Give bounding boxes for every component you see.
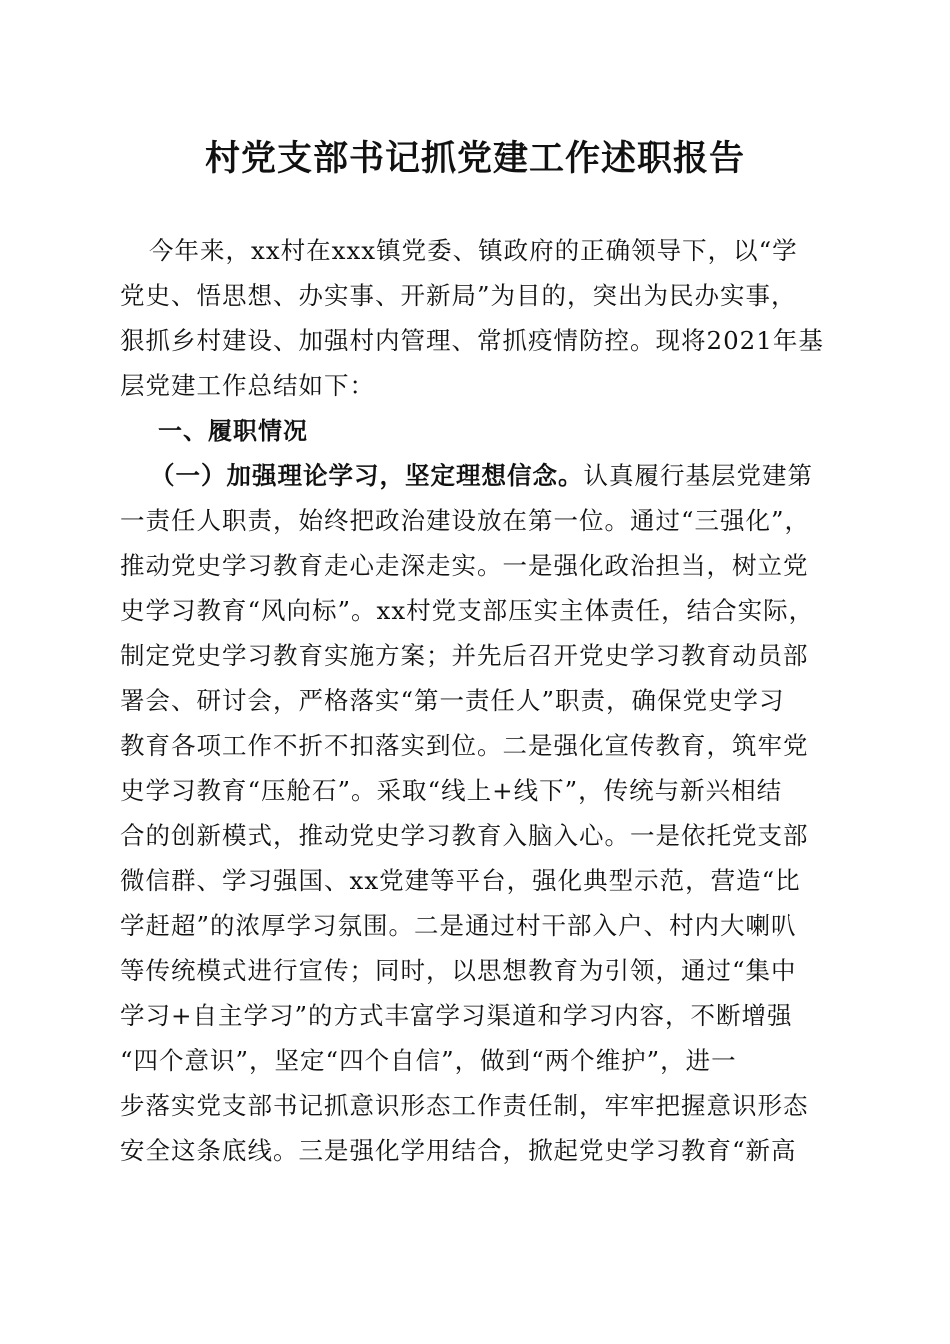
subsection-first-line: [150, 456, 860, 496]
section-heading: 一、履职情况: [158, 417, 308, 445]
body-line: 署会、研讨会，严格落实“第一责任人”职责，确保党史学习: [120, 686, 785, 715]
body-line: 教育各项工作不折不扣落实到位。二是强化宣传教育，筑牢党: [120, 731, 809, 760]
body-line: 一责任人职责，始终把政治建设放在第一位。通过“三强化”，: [120, 506, 811, 535]
subsection-lead: （一）加强理论学习，坚定理想信念。: [150, 461, 584, 490]
body-line: “四个意识”，坚定“四个自信”，做到“两个维护”，进一: [120, 1046, 737, 1075]
body-line: 推动党史学习教育走心走深走实。一是强化政治担当，树立党: [120, 551, 809, 580]
body-line: 制定党史学习教育实施方案；并先后召开党史学习教育动员部: [120, 641, 809, 670]
document-title: 村党支部书记抓党建工作述职报告: [204, 138, 745, 179]
body-line: 史学习教育“风向标”。xx村党支部压实主体责任，结合实际，: [120, 596, 815, 625]
intro-line-3: 狠抓乡村建设、加强村内管理、常抓疫情防控。现将2021年基: [120, 326, 824, 355]
body-line: 安全这条底线。三是强化学用结合，掀起党史学习教育“新高: [120, 1136, 797, 1165]
body-line: 步落实党支部书记抓意识形态工作责任制，牢牢把握意识形态: [120, 1091, 809, 1120]
body-line: 等传统模式进行宣传；同时，以思想教育为引领，通过“集中: [120, 956, 797, 985]
body-line: 微信群、学习强国、xx党建等平台，强化典型示范，营造“比: [120, 866, 801, 895]
body-line: 学习+自主学习”的方式丰富学习渠道和学习内容，不断增强: [120, 1001, 793, 1030]
subsection-first-line-rest: 认真履行基层党建第: [583, 461, 813, 490]
body-line: 学赶超”的浓厚学习氛围。二是通过村干部入户、村内大喇叭: [120, 911, 797, 940]
body-line: 合的创新模式，推动党史学习教育入脑入心。一是依托党支部: [120, 821, 809, 850]
body-line: 史学习教育“压舱石”。采取“线上+线下”，传统与新兴相结: [120, 776, 783, 805]
intro-line-4: 层党建工作总结如下：: [120, 371, 375, 400]
intro-line-1: 今年来，xx村在xxx镇党委、镇政府的正确领导下，以“学: [149, 236, 798, 265]
intro-line-2: 党史、悟思想、办实事、开新局”为目的，突出为民办实事，: [120, 281, 797, 310]
